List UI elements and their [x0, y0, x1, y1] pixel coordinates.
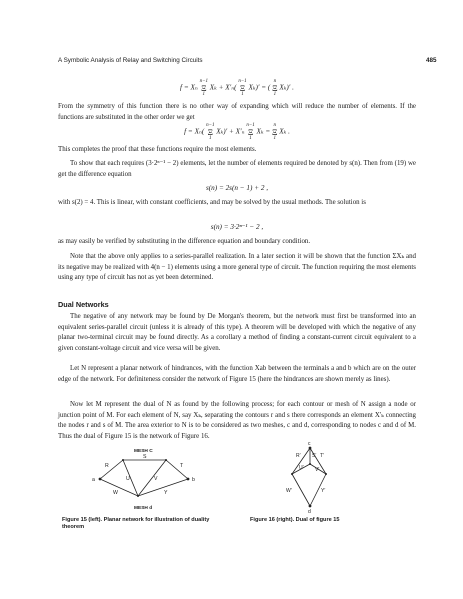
figure-15-caption: Figure 15 (left). Planar network for illustration of duality theorem	[62, 517, 210, 530]
label-d: d	[308, 509, 311, 514]
edge-R	[100, 460, 123, 479]
terminal-b	[187, 478, 190, 481]
label-R-prime: R′	[296, 453, 301, 459]
label-Y: Y	[164, 490, 168, 496]
label-T-prime: T′	[320, 453, 324, 459]
label-V-prime: V′	[315, 467, 320, 473]
label-mesh-d: MESH d	[134, 506, 153, 511]
figure-16-diagram	[276, 440, 346, 514]
paragraph-8: Let N represent a planar network of hindrances, with the function Xab between the terminals a and b which are on the outer edge of the network. For definiteness consider the network of Figure 15 (here the hindrances are shown merely as lines).	[58, 365, 416, 383]
label-S: S	[143, 454, 147, 460]
label-U: U	[126, 476, 130, 482]
paragraph-4: with s(2) = 4. This is linear, with constant coefficients, and may be solved by the usual methods. The solution is	[58, 199, 366, 206]
label-W: W	[113, 490, 118, 496]
running-title: A Symbolic Analysis of Relay and Switching Circuits	[58, 57, 203, 64]
node-c	[309, 447, 312, 450]
label-c: c	[308, 441, 311, 447]
label-U-prime: U′	[299, 465, 304, 471]
paragraph-9: Now let M represent the dual of N as found by the following process; for each contour or mesh of N assign a node or junction point of M. For each element of N, say Xₖ, separating the contours r and s there corresponds an element X′ₖ connecting the nodes r and s of M. The area exterior to N is to be considered as two meshes, c and d, corresponding to nodes c and d of M. Thus the dual of Figure 15 is the network of Figure 16.	[58, 401, 416, 441]
label-R: R	[105, 463, 109, 469]
paragraph-2: This completes the proof that these functions require the most elements.	[58, 146, 257, 153]
equation-4: s(n) = 3·2ⁿ⁻¹ − 2 ,	[210, 223, 264, 231]
label-V: V	[154, 476, 158, 482]
figure-15-diagram	[88, 446, 218, 512]
label-a: a	[92, 477, 95, 483]
terminal-a	[99, 478, 102, 481]
edge-Y	[138, 479, 188, 496]
equation-2: f = Xₙ( n−1 Ξ 1 Xₖ)′ + X′ₙ n−1 Ξ 1 Xₖ = n Ξ 1 Xₖ .	[184, 123, 290, 141]
paragraph-6: Note that the above only applies to a series-parallel realization. In a later section it will be shown that the function ΣXₖ and its negative may be realized with 4(n − 1) elements using a more general type of circuit. The function requiring the most elements using any type of circuit has not as yet been determined.	[58, 253, 416, 282]
label-W-prime: W′	[286, 488, 292, 494]
node-d	[309, 505, 312, 508]
edge-T	[166, 460, 188, 479]
section-title: Dual Networks	[58, 300, 109, 309]
page-number: 485	[426, 57, 437, 64]
paragraph-7: The negative of any network may be found by De Morgan's theorem, but the network must first be transformed into an equivalent series-parallel circuit (unless it is already of this type). A theorem will be developed with which the negative of any planar two-terminal circuit may be found directly. As a corollary a method of finding a constant-current circuit equivalent to a given constant-voltage circuit and vice versa will be given.	[58, 313, 416, 353]
paragraph-5: as may easily be verified by substituting in the difference equation and boundary condition.	[58, 238, 311, 245]
paragraph-1: From the symmetry of this function there is no other way of expanding which will reduce the number of elements. If the functions are substituted in the other order we get	[58, 103, 416, 121]
label-mesh-c: MESH C	[134, 449, 153, 454]
edge-V	[138, 460, 166, 496]
edge-W-prime	[292, 474, 310, 506]
figure-16-caption: Figure 16 (right). Dual of figure 15	[250, 517, 340, 523]
label-Y-prime: Y′	[321, 488, 326, 494]
label-T: T	[180, 463, 184, 469]
label-S-prime: S′	[312, 453, 317, 459]
label-b: b	[192, 477, 195, 483]
paragraph-3: To show that each requires (3·2ⁿ⁻¹ − 2) elements, let the number of elements required be denoted by s(n). Then from (19) we get the difference equation	[58, 160, 416, 178]
equation-3: s(n) = 2s(n − 1) + 2 ,	[205, 184, 269, 192]
equation-1: f = Xₙ n−1 Ξ 1 Xₖ + X′ₙ( n−1 Ξ 1 Xₖ)′ = ( n Ξ 1 Xₖ)′ .	[180, 79, 294, 97]
